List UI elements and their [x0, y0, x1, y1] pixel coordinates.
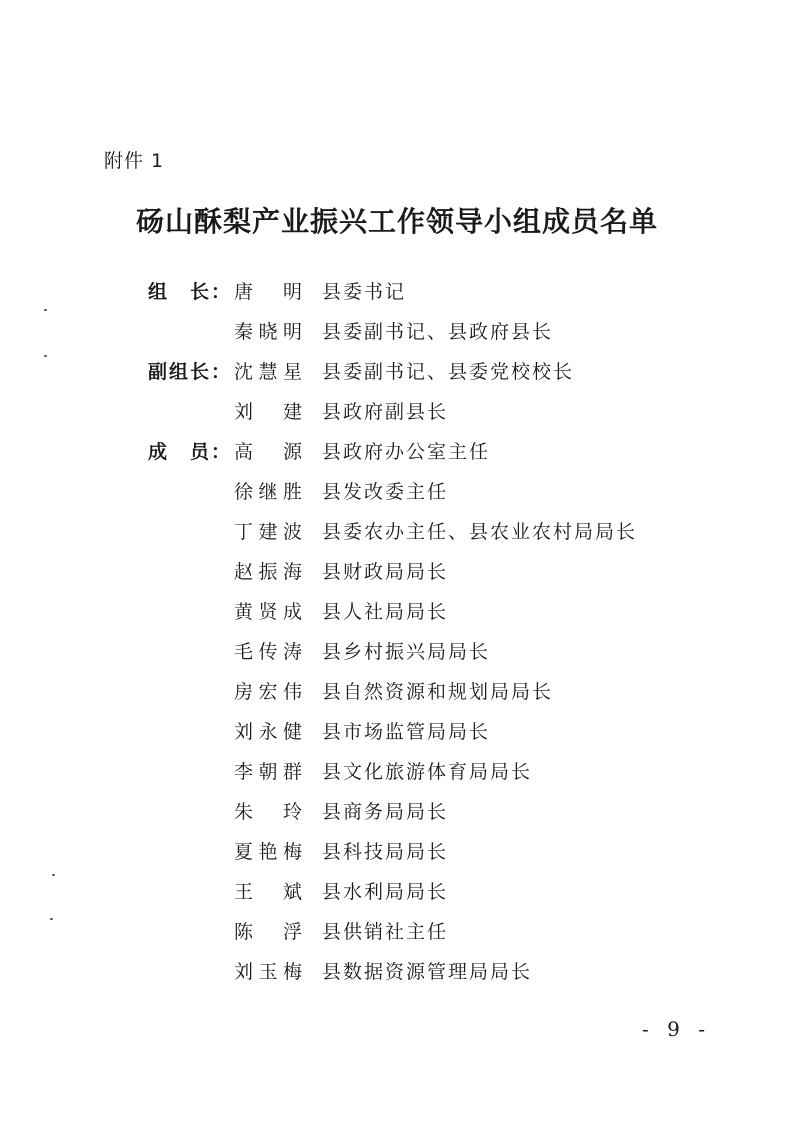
- member-position: 县商务局局长: [322, 801, 449, 823]
- roster-row: [148, 398, 708, 438]
- member-name: 陈 浮: [234, 921, 302, 943]
- member-name: 夏艳梅: [234, 841, 302, 863]
- roster-row: [148, 838, 708, 878]
- roster-row: [148, 278, 708, 318]
- member-name: 沈慧星: [234, 361, 302, 383]
- roster-row: [148, 958, 708, 998]
- member-name: 毛传涛: [234, 641, 302, 663]
- member-name: 徐继胜: [234, 481, 302, 503]
- member-name: 刘 建: [234, 401, 302, 423]
- member-name: 王 斌: [234, 881, 302, 903]
- member-position: 县科技局局长: [322, 841, 449, 863]
- member-name: 黄贤成: [234, 601, 302, 623]
- member-name: 丁建波: [234, 521, 302, 543]
- member-position: 县政府副县长: [322, 401, 449, 423]
- roster-row: [148, 318, 708, 358]
- member-name: 赵振海: [234, 561, 302, 583]
- member-name: 高 源: [234, 441, 302, 463]
- member-name: 刘永健: [234, 721, 302, 743]
- member-position: 县人社局局长: [322, 601, 449, 623]
- page-number: - 9 -: [642, 1017, 711, 1041]
- roster-row: [148, 918, 708, 958]
- roster-row: [148, 638, 708, 678]
- roster-row: [148, 598, 708, 638]
- roster-row: [148, 518, 708, 558]
- member-name: 朱 玲: [234, 801, 302, 823]
- member-position: 县政府办公室主任: [322, 441, 491, 463]
- member-position: 县文化旅游体育局局长: [322, 761, 533, 783]
- scan-speck: [44, 309, 47, 311]
- member-position: 县发改委主任: [322, 481, 449, 503]
- roster-row: [148, 718, 708, 758]
- member-position: 县市场监管局局长: [322, 721, 491, 743]
- roster-row: [148, 558, 708, 598]
- member-position: 县委副书记、县委党校校长: [322, 361, 575, 383]
- member-name: 李朝群: [234, 761, 302, 783]
- roster-row: [148, 798, 708, 838]
- attachment-label: 附件 1: [104, 150, 165, 172]
- scan-speck: [50, 918, 53, 920]
- document-title: 砀山酥梨产业振兴工作领导小组成员名单: [135, 205, 658, 238]
- member-position: 县供销社主任: [322, 921, 449, 943]
- member-position: 县委书记: [322, 281, 407, 303]
- roster-row: [148, 438, 708, 478]
- role-label: 组 长：: [148, 281, 230, 303]
- roster-row: [148, 478, 708, 518]
- role-label: 成 员：: [148, 441, 230, 463]
- member-name: 刘玉梅: [234, 961, 302, 983]
- member-name: 秦晓明: [234, 321, 302, 343]
- member-position: 县财政局局长: [322, 561, 449, 583]
- member-position: 县数据资源管理局局长: [322, 961, 533, 983]
- member-roster: [148, 278, 708, 998]
- member-name: 唐 明: [234, 281, 302, 303]
- roster-row: [148, 678, 708, 718]
- roster-row: [148, 878, 708, 918]
- roster-row: [148, 758, 708, 798]
- member-position: 县自然资源和规划局局长: [322, 681, 554, 703]
- member-name: 房宏伟: [234, 681, 302, 703]
- role-label: 副组长：: [148, 361, 230, 383]
- scan-speck: [52, 874, 55, 876]
- scan-speck: [44, 355, 47, 357]
- roster-row: [148, 358, 708, 398]
- member-position: 县水利局局长: [322, 881, 449, 903]
- member-position: 县委副书记、县政府县长: [322, 321, 554, 343]
- member-position: 县委农办主任、县农业农村局局长: [322, 521, 638, 543]
- member-position: 县乡村振兴局局长: [322, 641, 491, 663]
